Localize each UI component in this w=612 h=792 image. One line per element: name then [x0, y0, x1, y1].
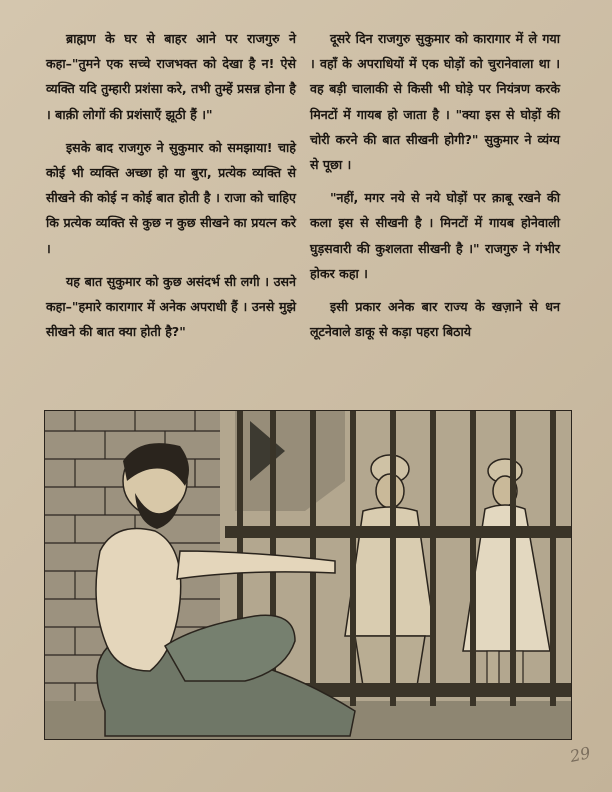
- paragraph: दूसरे दिन राजगुरु सुकुमार को कारागार में ले गया । वहाँ के अपराधियों में एक घोड़ों को चुरानेवाला था । वह बड़ी चालाकी से किसी भी घोड़े पर नियंत्रण करके मिनटों में गायब हो जाता है । "क्या इस से घोड़ों की चोरी करने की बात सीखनी होगी?" सुकुमार ने व्यंग्य से पूछा ।: [310, 31, 560, 173]
- paragraph: यह बात सुकुमार को कुछ असंदर्भ सी लगी । उसने कहा–"हमारे कारागार में अनेक अपराधी हैं । उनसे मुझे सीखने की बात क्या होती है?": [46, 273, 296, 340]
- page-number: 29: [567, 743, 592, 766]
- paragraph: "नहीं, मगर नये से नये घोड़ों पर क़ाबू रखने की कला इस से सीखनी है । मिनटों में गायब होनेवाली घुड़सवारी की कुशलता सीखनी है ।" राजगुरु ने गंभीर होकर कहा ।: [310, 190, 560, 281]
- right-text-column: [310, 26, 560, 352]
- prison-illustration: [44, 410, 572, 740]
- left-text-column: [46, 26, 296, 352]
- paragraph: इसके बाद राजगुरु ने सुकुमार को समझाया! चाहे कोई भी व्यक्ति अच्छा हो या बुरा, प्रत्येक व्यक्ति से सीखने की कोई न कोई बात होती है । राजा को चाहिए कि प्रत्येक व्यक्ति से कुछ न कुछ सीखने का प्रयत्न करे ।: [46, 139, 296, 256]
- paragraph: ब्राह्मण के घर से बाहर आने पर राजगुरु ने कहा–"तुमने एक सच्चे राजभक्त को देखा है न! ऐसे व्यक्ति यदि तुम्हारी प्रशंसा करे, तभी तुम्हें प्रसन्न होना है । बाक़ी लोगों की प्रशंसाएँ झूठी हैं ।": [46, 31, 296, 122]
- bar-crossbeam: [225, 526, 572, 538]
- paragraph: इसी प्रकार अनेक बार राज्य के खज़ाने से धन लूटनेवाले डाकू से कड़ा पहरा बिठाये: [310, 299, 560, 340]
- prison-scene-drawing: [45, 411, 572, 740]
